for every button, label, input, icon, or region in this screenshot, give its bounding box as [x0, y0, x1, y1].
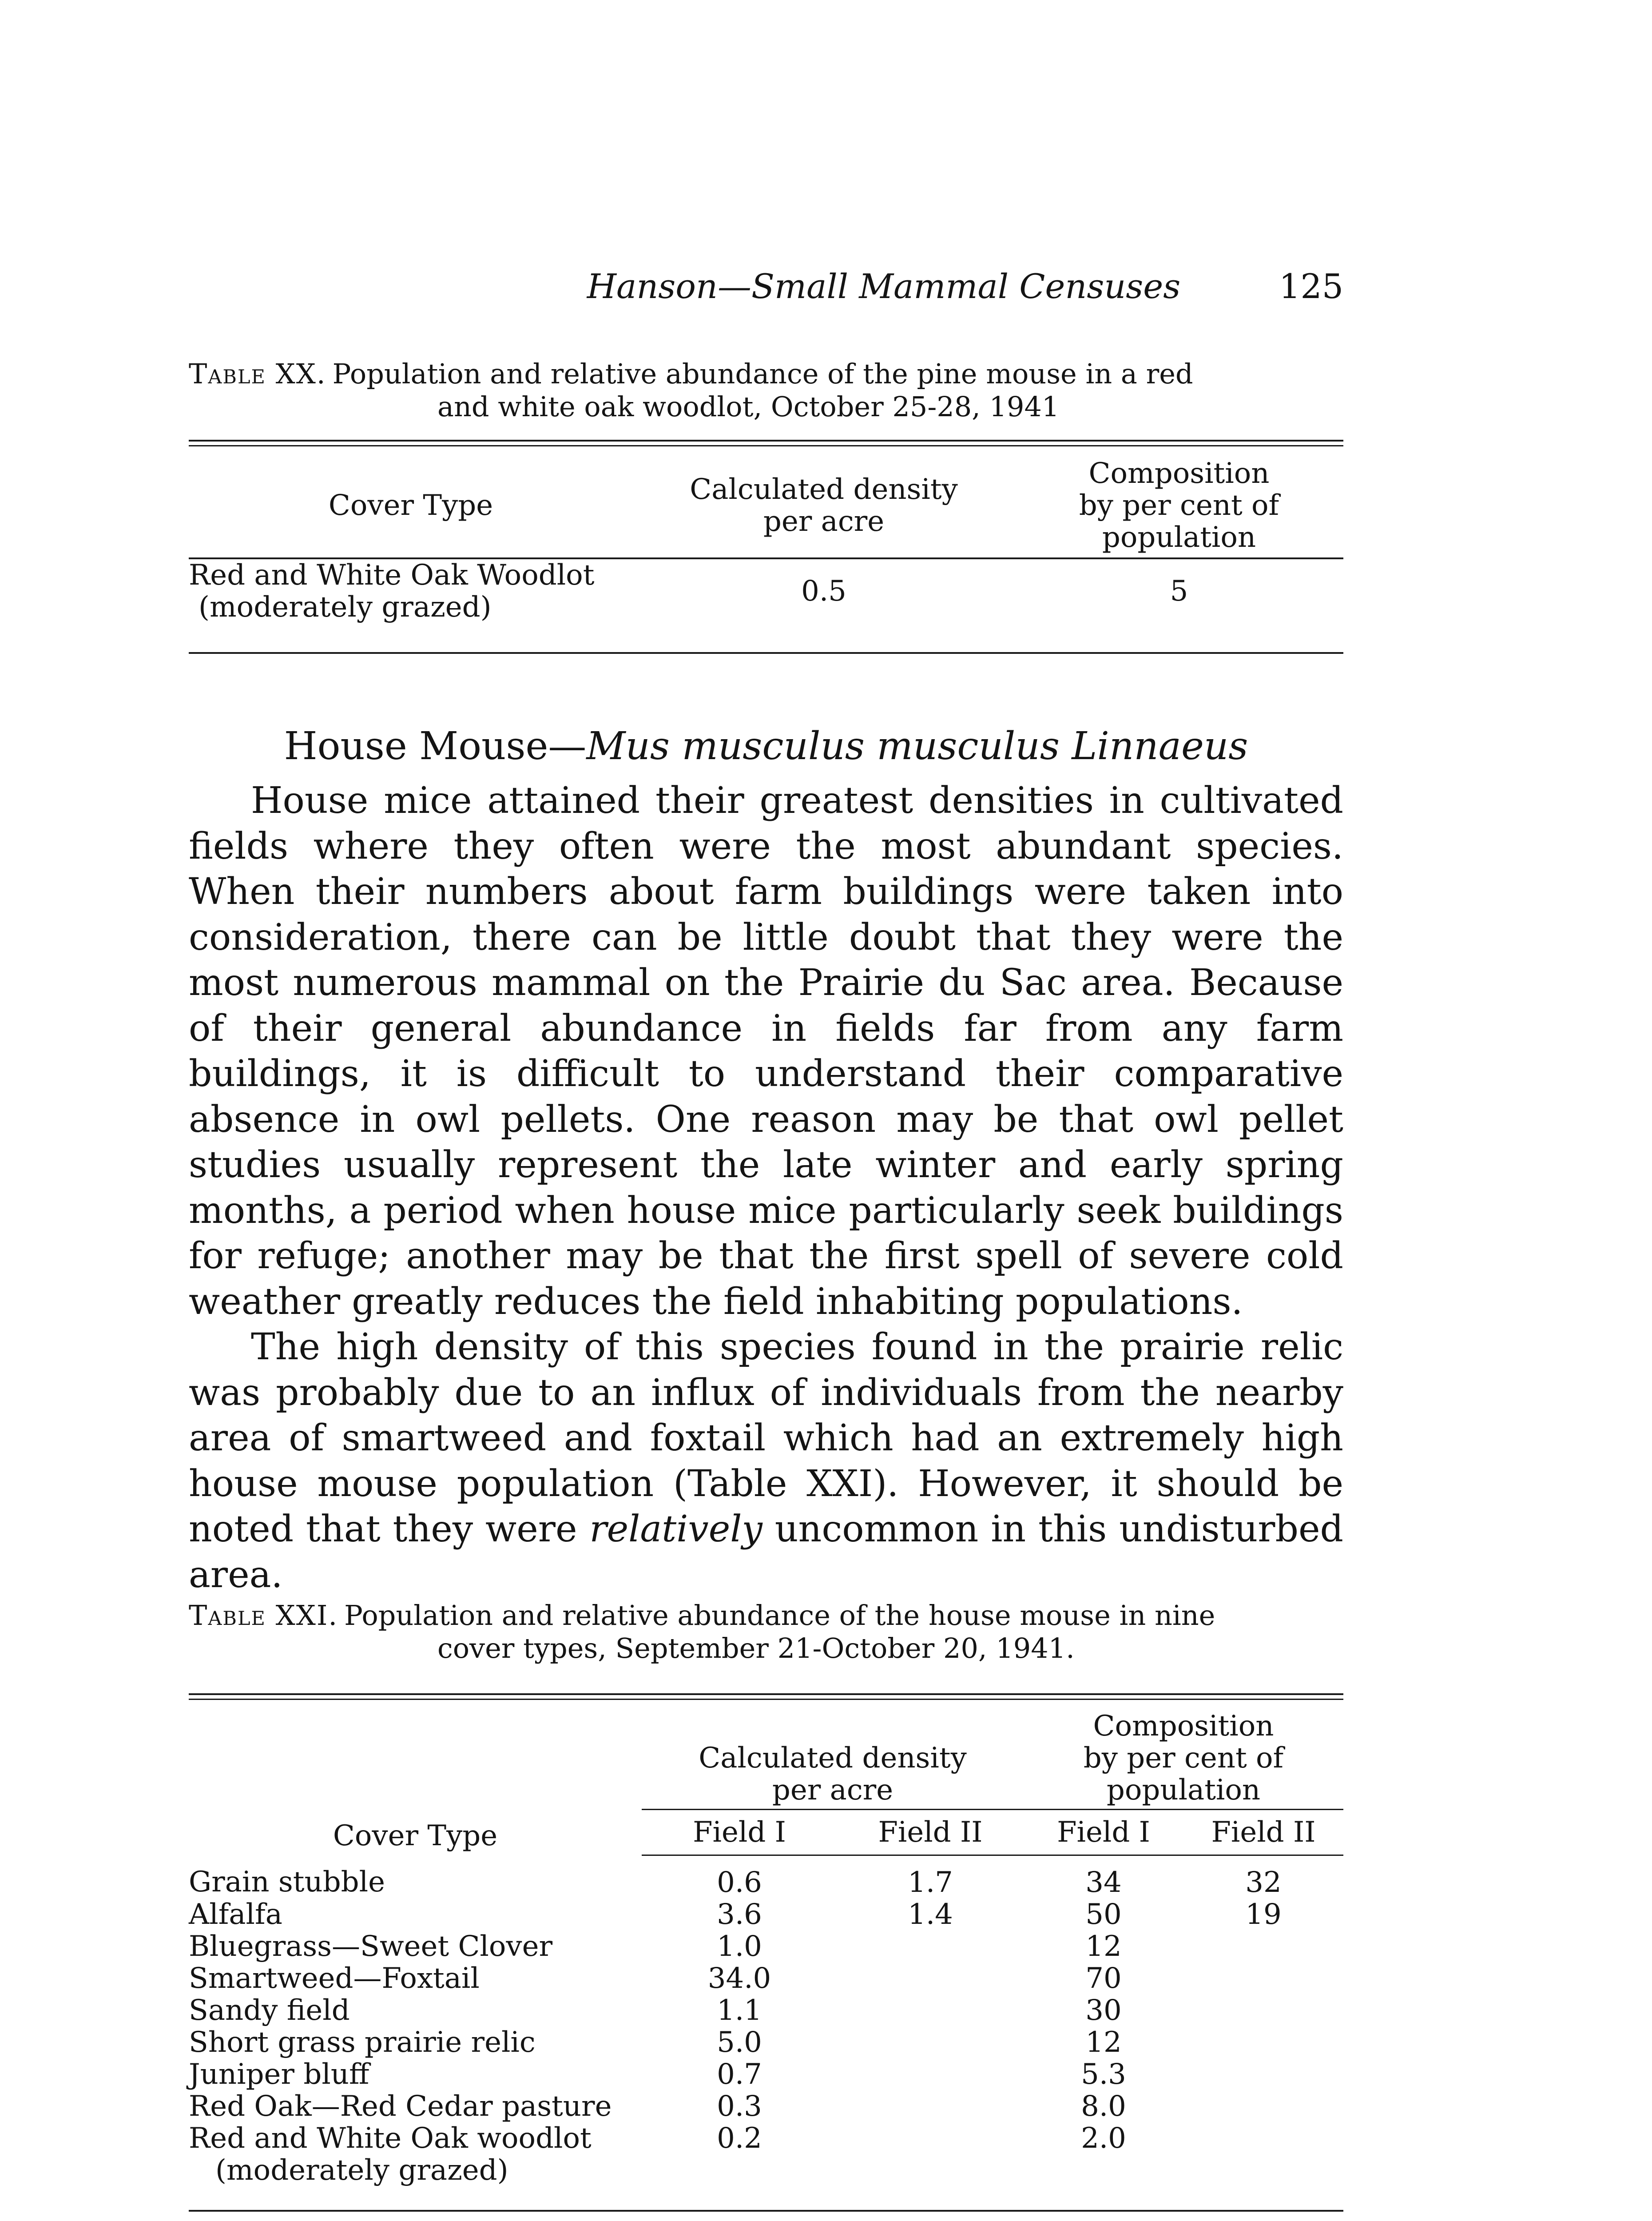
density-field-1-cell: 5.0	[717, 2026, 762, 2059]
table-21-col-composition: Composition by per cent of population	[1024, 1710, 1343, 1810]
table-20-label: Table XX.	[189, 358, 326, 390]
table-row	[189, 1994, 1343, 2026]
section-common-name: House Mouse—	[284, 724, 587, 768]
cover-type-cell: Grain stubble	[189, 1866, 385, 1899]
running-title: Hanson—Small Mammal Censuses	[587, 267, 1181, 306]
table-20-header-row	[189, 453, 1343, 558]
table-21-bottom-rule	[189, 2210, 1343, 2212]
composition-field-2-cell	[1183, 1994, 1343, 2026]
table-21-caption	[189, 1599, 1343, 1665]
composition-field-2-cell	[1183, 1930, 1343, 1962]
composition-field-1-cell: 34	[1085, 1866, 1122, 1899]
table-21-col-density: Calculated density per acre	[642, 1710, 1024, 1810]
density-field-2-cell	[837, 2090, 1024, 2122]
table-row	[189, 2090, 1343, 2122]
cover-type-cell: Smartweed—Foxtail	[189, 1962, 480, 1995]
table-row	[189, 558, 1343, 623]
table-row	[189, 1899, 1343, 1930]
composition-field-1-cell: 70	[1085, 1962, 1122, 1995]
composition-field-2-cell: 19	[1245, 1898, 1282, 1931]
table-row	[189, 2026, 1343, 2058]
paragraph-2: The high density of this species found in the prairie relic was probably due to an influx of individuals from the nearby area of smartweed and foxtail which had an extremely high house mouse population (Table XXI). However, it should be noted that they were relatively uncommon in this undisturbed area.	[189, 1326, 1343, 1596]
density-field-1-cell: 1.0	[717, 1930, 762, 1963]
composition-field-1-cell: 8.0	[1081, 2090, 1126, 2123]
density-field-2-cell: 1.7	[908, 1866, 953, 1899]
table-20-top-rule	[189, 440, 1343, 442]
composition-field-2-cell	[1183, 2090, 1343, 2122]
composition-field-2-cell	[1183, 1962, 1343, 1994]
table-21-header-row	[189, 1710, 1343, 1810]
composition-cell: 5	[1170, 575, 1188, 608]
density-cell: 0.5	[801, 575, 846, 608]
table-20-caption-line-1: Population and relative abundance of the pine mouse in a red	[332, 358, 1193, 390]
density-field-2-cell	[837, 2026, 1024, 2058]
composition-field-2-cell	[1183, 2058, 1343, 2090]
cover-type-cell: Sandy field	[189, 1994, 350, 2027]
composition-field-2-cell	[1183, 2026, 1343, 2058]
composition-field-2-cell	[1183, 2154, 1343, 2186]
sub-field-2-density: Field II	[837, 1810, 1024, 1855]
table-row	[189, 1930, 1343, 1962]
table-row	[189, 2122, 1343, 2154]
composition-field-1-cell: 12	[1085, 1930, 1122, 1963]
cover-type-cell: Red Oak—Red Cedar pasture	[189, 2090, 612, 2123]
table-20-col-density: Calculated density per acre	[690, 473, 958, 538]
composition-field-1-cell: 5.3	[1081, 2058, 1126, 2091]
density-field-2-cell	[837, 2058, 1024, 2090]
table-20-top-rule-2	[189, 445, 1343, 446]
density-field-1-cell: 34.0	[707, 1962, 771, 1995]
density-field-1-cell: 0.3	[717, 2090, 762, 2123]
composition-field-1-cell	[1024, 2154, 1183, 2186]
composition-field-1-cell: 50	[1085, 1898, 1122, 1931]
table-20-bottom-rule	[189, 652, 1343, 654]
composition-field-2-cell: 32	[1245, 1866, 1282, 1899]
density-field-2-cell	[837, 1994, 1024, 2026]
table-21	[189, 1710, 1343, 2186]
sub-field-1-density: Field I	[642, 1810, 837, 1855]
cover-type-cell: Alfalfa	[189, 1898, 282, 1931]
table-21-label: Table XXI.	[189, 1599, 338, 1632]
cover-type-cell: Bluegrass—Sweet Clover	[189, 1930, 553, 1963]
section-scientific-name: Mus musculus musculus Linnaeus	[586, 724, 1248, 768]
composition-field-1-cell: 12	[1085, 2026, 1122, 2059]
table-21-caption-line-1: Population and relative abundance of the house mouse in nine	[344, 1599, 1215, 1632]
table-21-top-rule-2	[189, 1699, 1343, 1700]
sub-field-1-composition: Field I	[1024, 1810, 1183, 1855]
density-field-1-cell	[642, 2154, 837, 2186]
density-field-1-cell: 1.1	[717, 1994, 762, 2027]
table-21-col-cover: Cover Type	[333, 1819, 498, 1852]
table-20-col-cover: Cover Type	[328, 489, 493, 522]
table-21-caption-line-2: cover types, September 21-October 20, 1941.	[437, 1632, 1075, 1664]
table-row	[189, 1855, 1343, 1899]
density-field-1-cell: 0.7	[717, 2058, 762, 2091]
cover-type-cell: Red and White Oak Woodlot (moderately grazed)	[189, 559, 595, 624]
density-field-2-cell	[837, 2122, 1024, 2154]
density-field-1-cell: 3.6	[717, 1898, 762, 1931]
density-field-1-cell: 0.6	[717, 1866, 762, 1899]
cover-type-cell: Short grass prairie relic	[189, 2026, 536, 2059]
emphasis-relatively: relatively	[589, 1508, 762, 1550]
composition-field-1-cell: 2.0	[1081, 2122, 1126, 2155]
cover-type-cell: Juniper bluff	[189, 2058, 369, 2091]
density-field-2-cell	[837, 1962, 1024, 1994]
density-field-2-cell: 1.4	[908, 1898, 953, 1931]
table-20-caption	[189, 358, 1343, 423]
density-field-1-cell: 0.2	[717, 2122, 762, 2155]
density-field-2-cell	[837, 1930, 1024, 1962]
table-21-top-rule	[189, 1693, 1343, 1695]
table-row	[189, 2154, 1343, 2186]
table-20-caption-line-2: and white oak woodlot, October 25-28, 1941	[437, 390, 1060, 423]
table-row	[189, 1962, 1343, 1994]
body-text	[189, 778, 1343, 1598]
cover-type-cell: Red and White Oak woodlot	[189, 2122, 592, 2155]
section-heading	[189, 724, 1343, 768]
composition-field-1-cell: 30	[1085, 1994, 1122, 2027]
table-20	[189, 453, 1343, 623]
cover-type-cell: (moderately grazed)	[215, 2154, 508, 2187]
page-number: 125	[1279, 267, 1344, 306]
table-row	[189, 2058, 1343, 2090]
paragraph-1: House mice attained their greatest densities in cultivated fields where they often were the most abundant species. When their numbers about farm buildings were taken into consideration, there can be little doubt that they were the most numerous mammal on the Prairie du Sac area. Because of their general abundance in fields far from any farm buildings, it is difficult to understand their comparative absence in owl pellets. One reason may be that owl pellet studies usually represent the late winter and early spring months, a period when house mice particularly seek buildings for refuge; another may be that the first spell of severe cold weather greatly reduces the field inhabiting populations.	[189, 780, 1343, 1323]
density-field-2-cell	[837, 2154, 1024, 2186]
sub-field-2-composition: Field II	[1183, 1810, 1343, 1855]
composition-field-2-cell	[1183, 2122, 1343, 2154]
table-20-col-composition: Composition by per cent of population	[1079, 457, 1279, 554]
